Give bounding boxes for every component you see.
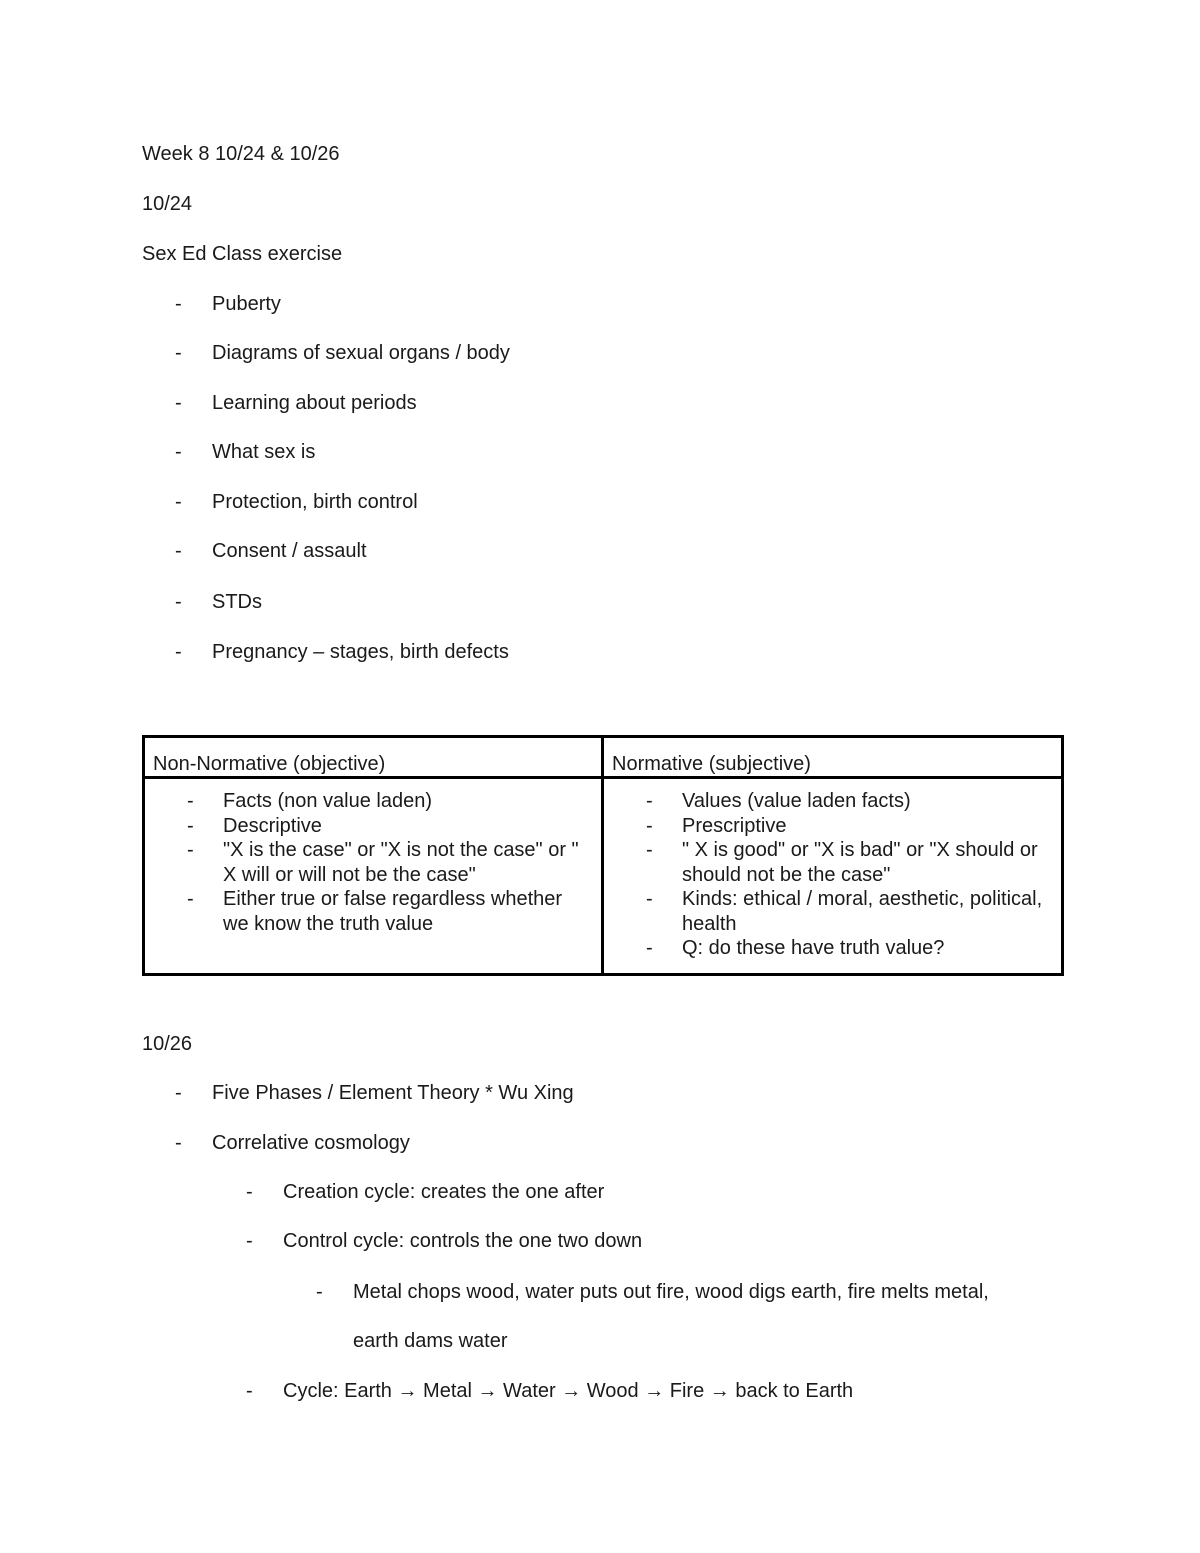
bullet-dash: -: [187, 888, 194, 910]
bullet-dash: -: [246, 1181, 253, 1203]
list-item-text: Protection, birth control: [212, 491, 418, 513]
list-item-text: Correlative cosmology: [212, 1132, 410, 1154]
list-item-text: Puberty: [212, 293, 281, 315]
list-item-text: "X is the case" or "X is not the case" or " X will or will not be the case": [223, 839, 579, 886]
bullet-dash: -: [175, 293, 182, 315]
bullet-dash: -: [175, 1132, 182, 1154]
list-item-text: What sex is: [212, 441, 316, 463]
table-header-non-normative: Non-Normative (objective): [144, 737, 603, 778]
table-header-normative: Normative (subjective): [603, 737, 1063, 778]
list-item-text: Values (value laden facts): [682, 790, 911, 812]
table-header-row: [144, 737, 1063, 778]
bullet-dash: -: [175, 591, 182, 613]
bullet-dash: -: [646, 888, 653, 910]
list-item-text: Control cycle: controls the one two down: [283, 1230, 643, 1252]
list-item-text: Descriptive: [223, 814, 322, 837]
list-item-text: Either true or false regardless whether we know the truth value: [223, 888, 563, 935]
bullet-dash: -: [187, 790, 194, 812]
bullet-dash: -: [246, 1230, 253, 1252]
bullet-dash: -: [646, 814, 653, 837]
bullet-dash: -: [646, 839, 653, 861]
bullet-dash: -: [175, 641, 182, 663]
list-item-text: Metal chops wood, water puts out fire, wood digs earth, fire melts metal,: [353, 1281, 989, 1303]
bullet-dash: -: [187, 839, 194, 861]
list-item-text: Creation cycle: creates the one after: [283, 1181, 605, 1203]
table-cell-normative: [603, 778, 1063, 975]
list-item: [604, 789, 1061, 814]
bullet-dash: -: [175, 342, 182, 364]
list-item: [145, 887, 601, 936]
bullet-dash: -: [187, 814, 194, 837]
list-item: [145, 838, 601, 887]
bullet-dash: -: [646, 790, 653, 812]
list-item: [604, 814, 1061, 839]
list-item-text: Diagrams of sexual organs / body: [212, 342, 510, 364]
list-item-text: Prescriptive: [682, 814, 787, 837]
list-item: [145, 789, 601, 814]
bullet-dash: -: [175, 540, 182, 562]
bullet-dash: -: [646, 937, 653, 959]
list-item-text: " X is good" or "X is bad" or "X should or should not be the case": [682, 839, 1038, 886]
table-cell-non-normative: [144, 778, 603, 975]
bullet-dash: -: [316, 1281, 323, 1303]
page-title: Week 8 10/24 & 10/26: [142, 143, 340, 165]
list-item-text: STDs: [212, 591, 262, 613]
table-row: [144, 778, 1063, 975]
list-item: [145, 814, 601, 839]
list-item-text: Pregnancy – stages, birth defects: [212, 641, 509, 663]
bullet-dash: -: [175, 392, 182, 414]
list-item-text: Learning about periods: [212, 392, 417, 414]
list-item-text: Five Phases / Element Theory * Wu Xing: [212, 1082, 574, 1104]
date-10-26: 10/26: [142, 1033, 193, 1055]
bullet-dash: -: [246, 1380, 253, 1402]
bullet-dash: -: [175, 491, 182, 513]
list-item-text: Consent / assault: [212, 540, 367, 562]
bullet-dash: -: [175, 1082, 182, 1104]
list-item-text: Facts (non value laden): [223, 790, 433, 812]
list-item-text: Cycle: Earth → Metal → Water → Wood → Fire → back to Earth: [283, 1380, 854, 1402]
section-heading: Sex Ed Class exercise: [142, 243, 343, 265]
list-item: [604, 838, 1061, 887]
bullet-dash: -: [175, 441, 182, 463]
list-item: [604, 936, 1061, 961]
list-item-text: Kinds: ethical / moral, aesthetic, political, health: [682, 888, 1043, 935]
normative-table: [142, 735, 1064, 976]
date-10-24: 10/24: [142, 193, 193, 215]
list-item-text-continued: earth dams water: [353, 1330, 508, 1352]
list-item-text: Q: do these have truth value?: [682, 937, 945, 959]
list-item: [604, 887, 1061, 936]
